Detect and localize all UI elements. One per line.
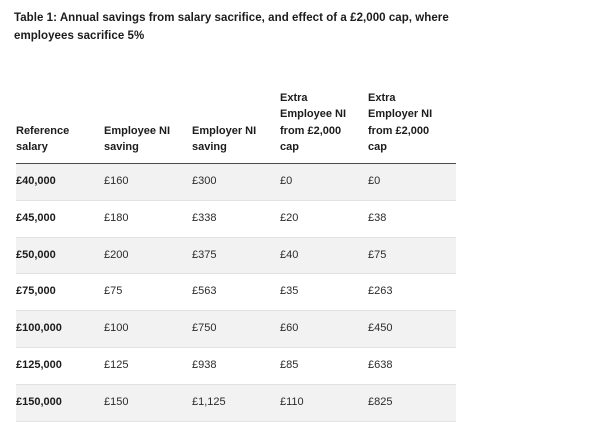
cell-extra-employee-ni: £110 (280, 385, 368, 422)
cell-employer-ni-saving: £1,125 (192, 385, 280, 422)
cell-extra-employee-ni: £0 (280, 163, 368, 200)
column-header-employer-ni-saving: Employer NI saving (192, 64, 280, 164)
table-row (16, 348, 456, 385)
cell-extra-employer-ni: £38 (368, 200, 456, 237)
table-row (16, 163, 456, 200)
table-caption: Table 1: Annual savings from salary sacrifice, and effect of a £2,000 cap, where employees sacrifice 5% (14, 12, 449, 42)
column-header-extra-employee-ni: Extra Employee NI from £2,000 cap (280, 64, 368, 164)
table-header (16, 64, 456, 164)
cell-employee-ni-saving: £100 (104, 311, 192, 348)
cell-employee-ni-saving: £150 (104, 385, 192, 422)
cell-extra-employee-ni: £20 (280, 200, 368, 237)
cell-employee-ni-saving: £125 (104, 348, 192, 385)
cell-employee-ni-saving: £200 (104, 237, 192, 274)
cell-reference-salary: £40,000 (16, 163, 104, 200)
cell-extra-employer-ni: £825 (368, 385, 456, 422)
table-row (16, 385, 456, 422)
table-row (16, 200, 456, 237)
cell-employee-ni-saving: £75 (104, 274, 192, 311)
table-row (16, 274, 456, 311)
cell-reference-salary: £125,000 (16, 348, 104, 385)
cell-reference-salary: £45,000 (16, 200, 104, 237)
cell-employee-ni-saving: £160 (104, 163, 192, 200)
savings-table (16, 64, 456, 422)
cell-reference-salary: £75,000 (16, 274, 104, 311)
cell-reference-salary: £100,000 (16, 311, 104, 348)
table-row (16, 237, 456, 274)
column-header-reference-salary: Reference salary (16, 64, 104, 164)
cell-employee-ni-saving: £180 (104, 200, 192, 237)
cell-extra-employee-ni: £85 (280, 348, 368, 385)
table-row (16, 311, 456, 348)
table-header-row (16, 64, 456, 164)
cell-extra-employer-ni: £75 (368, 237, 456, 274)
cell-extra-employer-ni: £638 (368, 348, 456, 385)
cell-reference-salary: £50,000 (16, 237, 104, 274)
column-header-employee-ni-saving: Employee NI saving (104, 64, 192, 164)
cell-extra-employer-ni: £0 (368, 163, 456, 200)
cell-employer-ni-saving: £375 (192, 237, 280, 274)
cell-extra-employee-ni: £40 (280, 237, 368, 274)
cell-extra-employer-ni: £263 (368, 274, 456, 311)
cell-employer-ni-saving: £563 (192, 274, 280, 311)
cell-employer-ni-saving: £750 (192, 311, 280, 348)
cell-employer-ni-saving: £938 (192, 348, 280, 385)
cell-reference-salary: £150,000 (16, 385, 104, 422)
cell-extra-employee-ni: £35 (280, 274, 368, 311)
column-header-extra-employer-ni: Extra Employer NI from £2,000 cap (368, 64, 456, 164)
cell-extra-employer-ni: £450 (368, 311, 456, 348)
cell-employer-ni-saving: £338 (192, 200, 280, 237)
cell-extra-employee-ni: £60 (280, 311, 368, 348)
table-body (16, 163, 456, 422)
cell-employer-ni-saving: £300 (192, 163, 280, 200)
